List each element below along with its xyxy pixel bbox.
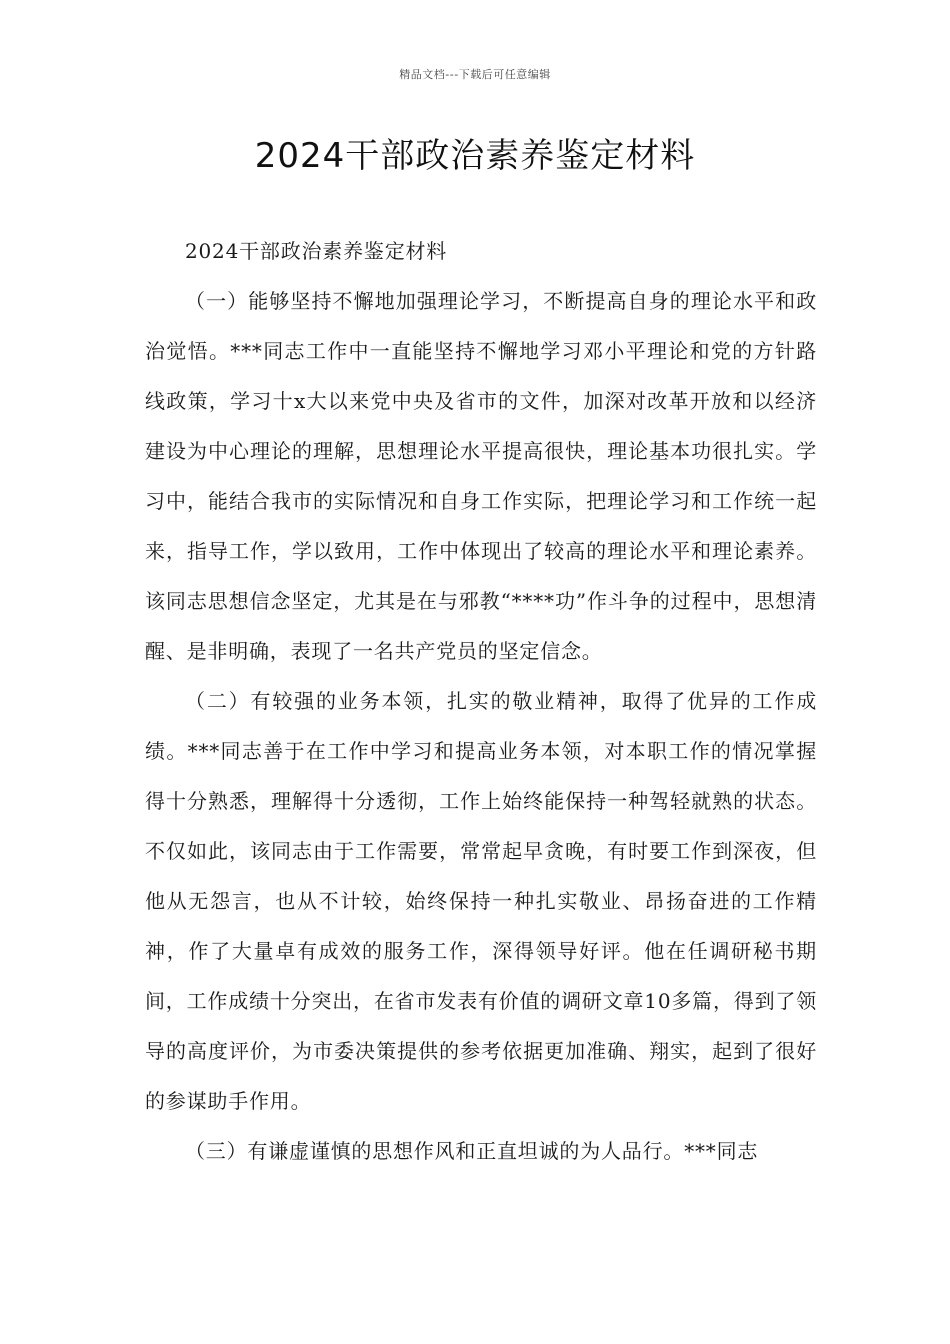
body-paragraph-1: （一）能够坚持不懈地加强理论学习，不断提高自身的理论水平和政治觉悟。***同志工作中一直能坚持不懈地学习邓小平理论和党的方针路线政策，学习十x大以来党中央及省市的文件，加深对改革开放和以经济建设为中心理论的理解，思想理论水平提高很快，理论基本功很扎实。学习中，能结合我市的实际情况和自身工作实际，把理论学习和工作统一起来，指导工作，学以致用，工作中体现出了较高的理论水平和理论素养。该同志思想信念坚定，尤其是在与邪教“****功”作斗争的过程中，思想清醒、是非明确，表现了一名共产党员的坚定信念。 (145, 289, 817, 663)
document-body (145, 226, 817, 1176)
body-paragraph-subtitle: 2024干部政治素养鉴定材料 (185, 239, 448, 263)
body-paragraph-2: （二）有较强的业务本领，扎实的敬业精神，取得了优异的工作成绩。***同志善于在工作中学习和提高业务本领，对本职工作的情况掌握得十分熟悉，理解得十分透彻，工作上始终能保持一种驾轻就熟的状态。不仅如此，该同志由于工作需要，常常起早贪晚，有时要工作到深夜，但他从无怨言，也从不计较，始终保持一种扎实敬业、昂扬奋进的工作精神，作了大量卓有成效的服务工作，深得领导好评。他在任调研秘书期间，工作成绩十分突出，在省市发表有价值的调研文章10多篇，得到了领导的高度评价，为市委决策提供的参考依据更加准确、翔实，起到了很好的参谋助手作用。 (145, 689, 817, 1113)
document-title: 2024干部政治素养鉴定材料 (254, 136, 696, 176)
header-note: 精品文档---下载后可任意编辑 (399, 68, 551, 81)
body-paragraph-3: （三）有谦虚谨慎的思想作风和正直坦诚的为人品行。***同志 (185, 1139, 759, 1163)
